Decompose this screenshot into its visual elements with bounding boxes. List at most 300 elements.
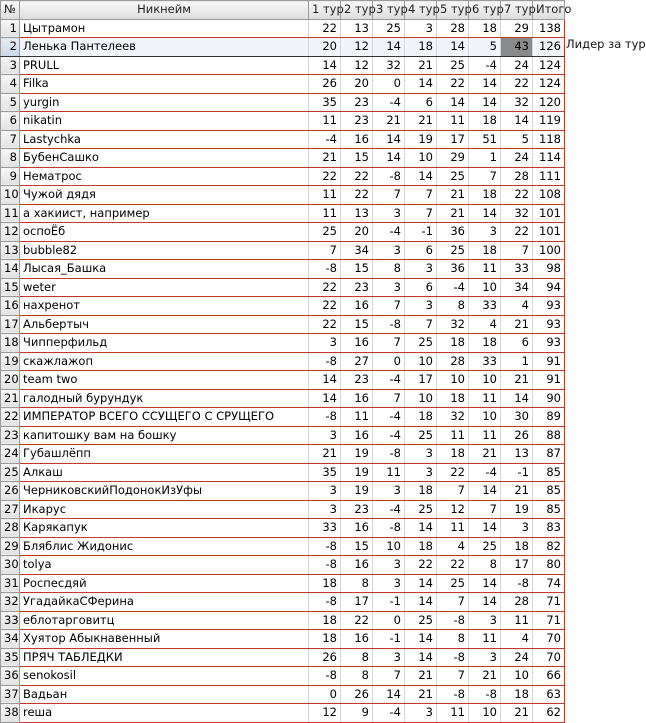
round-4-cell[interactable]: 22	[405, 556, 437, 575]
round-7-cell[interactable]: 21	[501, 315, 533, 334]
nickname-cell[interactable]: bubble82	[20, 241, 309, 260]
round-1-cell[interactable]: 14	[309, 56, 341, 75]
table-row[interactable]	[1, 334, 565, 353]
round-1-cell[interactable]: -8	[309, 408, 341, 427]
round-5-cell[interactable]: 14	[437, 93, 469, 112]
round-6-cell[interactable]: 14	[469, 93, 501, 112]
row-number[interactable]: 10	[1, 186, 20, 205]
row-number[interactable]: 28	[1, 519, 20, 538]
round-4-cell[interactable]: 14	[405, 519, 437, 538]
round-5-cell[interactable]: 8	[437, 630, 469, 649]
table-row[interactable]	[1, 630, 565, 649]
round-1-cell[interactable]: 12	[309, 704, 341, 723]
round-7-cell[interactable]: 33	[501, 260, 533, 279]
round-3-cell[interactable]: -8	[373, 315, 405, 334]
row-number[interactable]: 8	[1, 149, 20, 168]
round-6-cell[interactable]: 14	[469, 574, 501, 593]
round-3-cell[interactable]: 0	[373, 611, 405, 630]
round-4-cell[interactable]: 14	[405, 593, 437, 612]
total-cell[interactable]: 118	[533, 130, 565, 149]
row-number[interactable]: 20	[1, 371, 20, 390]
round-5-cell[interactable]: 32	[437, 408, 469, 427]
round-3-cell[interactable]: -4	[373, 500, 405, 519]
round-5-cell[interactable]: 7	[437, 593, 469, 612]
nickname-cell[interactable]: PRULL	[20, 56, 309, 75]
round-5-cell[interactable]: -8	[437, 685, 469, 704]
round-1-cell[interactable]: 18	[309, 574, 341, 593]
round-6-cell[interactable]: 18	[469, 19, 501, 38]
row-number[interactable]: 13	[1, 241, 20, 260]
row-number[interactable]: 6	[1, 112, 20, 131]
round-3-cell[interactable]: 3	[373, 278, 405, 297]
round-4-cell[interactable]: 3	[405, 297, 437, 316]
round-7-cell[interactable]: 14	[501, 112, 533, 131]
total-cell[interactable]: 98	[533, 260, 565, 279]
round-4-cell[interactable]: 18	[405, 408, 437, 427]
row-number[interactable]: 22	[1, 408, 20, 427]
header-nickname[interactable]: Никнейм	[20, 1, 309, 20]
round-4-cell[interactable]: 6	[405, 93, 437, 112]
round-3-cell[interactable]: 3	[373, 482, 405, 501]
round-2-cell[interactable]: 23	[341, 278, 373, 297]
round-5-cell[interactable]: 25	[437, 241, 469, 260]
total-cell[interactable]: 85	[533, 463, 565, 482]
round-3-cell[interactable]: 25	[373, 19, 405, 38]
round-4-cell[interactable]: 14	[405, 630, 437, 649]
round-7-cell[interactable]: 32	[501, 204, 533, 223]
table-row[interactable]	[1, 667, 565, 686]
table-row[interactable]	[1, 611, 565, 630]
round-1-cell[interactable]: 18	[309, 611, 341, 630]
round-5-cell[interactable]: 32	[437, 315, 469, 334]
round-4-cell[interactable]: 21	[405, 56, 437, 75]
table-row[interactable]	[1, 371, 565, 390]
total-cell[interactable]: 114	[533, 149, 565, 168]
total-cell[interactable]: 93	[533, 334, 565, 353]
round-3-cell[interactable]: 7	[373, 334, 405, 353]
nickname-cell[interactable]: Альбертыч	[20, 315, 309, 334]
round-5-cell[interactable]: 18	[437, 334, 469, 353]
round-3-cell[interactable]: 3	[373, 574, 405, 593]
header-round-3[interactable]: 3 тур	[373, 1, 405, 20]
round-1-cell[interactable]: 35	[309, 93, 341, 112]
round-2-cell[interactable]: 8	[341, 574, 373, 593]
round-4-cell[interactable]: 21	[405, 667, 437, 686]
nickname-cell[interactable]: нахренот	[20, 297, 309, 316]
round-4-cell[interactable]: 3	[405, 704, 437, 723]
round-1-cell[interactable]: -8	[309, 352, 341, 371]
round-5-cell[interactable]: 21	[437, 186, 469, 205]
nickname-cell[interactable]: tolya	[20, 556, 309, 575]
round-7-cell[interactable]: 5	[501, 130, 533, 149]
row-number[interactable]: 18	[1, 334, 20, 353]
round-1-cell[interactable]: 3	[309, 426, 341, 445]
round-5-cell[interactable]: 4	[437, 537, 469, 556]
round-5-cell[interactable]: -8	[437, 648, 469, 667]
round-5-cell[interactable]: 8	[437, 297, 469, 316]
round-7-cell[interactable]: 4	[501, 297, 533, 316]
round-6-cell[interactable]: 7	[469, 500, 501, 519]
round-2-cell[interactable]: 16	[341, 130, 373, 149]
round-5-cell[interactable]: 12	[437, 500, 469, 519]
round-3-cell[interactable]: -8	[373, 445, 405, 464]
table-row[interactable]	[1, 463, 565, 482]
round-7-cell[interactable]: 21	[501, 704, 533, 723]
nickname-cell[interactable]: Чипперфильд	[20, 334, 309, 353]
round-1-cell[interactable]: 22	[309, 19, 341, 38]
round-2-cell[interactable]: 16	[341, 630, 373, 649]
table-row[interactable]	[1, 519, 565, 538]
round-5-cell[interactable]: 17	[437, 130, 469, 149]
row-number[interactable]: 38	[1, 704, 20, 723]
round-3-cell[interactable]: 11	[373, 463, 405, 482]
total-cell[interactable]: 91	[533, 352, 565, 371]
round-2-cell[interactable]: 34	[341, 241, 373, 260]
nickname-cell[interactable]: Бляблис Жидонис	[20, 537, 309, 556]
round-3-cell[interactable]: -4	[373, 93, 405, 112]
table-row[interactable]	[1, 112, 565, 131]
total-cell[interactable]: 93	[533, 297, 565, 316]
round-5-cell[interactable]: 36	[437, 260, 469, 279]
round-1-cell[interactable]: 21	[309, 445, 341, 464]
total-cell[interactable]: 94	[533, 278, 565, 297]
table-row[interactable]	[1, 556, 565, 575]
round-7-cell[interactable]: 1	[501, 352, 533, 371]
round-5-cell[interactable]: 22	[437, 75, 469, 94]
total-cell[interactable]: 93	[533, 315, 565, 334]
nickname-cell[interactable]: ПРЯЧ ТАБЛЕДКИ	[20, 648, 309, 667]
row-number[interactable]: 17	[1, 315, 20, 334]
round-2-cell[interactable]: 16	[341, 334, 373, 353]
round-4-cell[interactable]: 7	[405, 204, 437, 223]
nickname-cell[interactable]: Лысая_Башка	[20, 260, 309, 279]
nickname-cell[interactable]: Чужой дядя	[20, 186, 309, 205]
round-6-cell[interactable]: 11	[469, 389, 501, 408]
round-7-cell[interactable]: 11	[501, 611, 533, 630]
nickname-cell[interactable]: Роспесдяй	[20, 574, 309, 593]
round-3-cell[interactable]: 14	[373, 685, 405, 704]
table-row[interactable]	[1, 445, 565, 464]
round-4-cell[interactable]: 3	[405, 463, 437, 482]
round-3-cell[interactable]: 14	[373, 38, 405, 57]
round-2-cell[interactable]: 15	[341, 537, 373, 556]
total-cell[interactable]: 124	[533, 75, 565, 94]
round-3-cell[interactable]: -1	[373, 630, 405, 649]
round-2-cell[interactable]: 22	[341, 611, 373, 630]
total-cell[interactable]: 111	[533, 167, 565, 186]
round-7-cell[interactable]: 22	[501, 75, 533, 94]
round-7-cell[interactable]: 24	[501, 149, 533, 168]
round-4-cell[interactable]: 6	[405, 241, 437, 260]
total-cell[interactable]: 83	[533, 519, 565, 538]
round-1-cell[interactable]: -4	[309, 130, 341, 149]
header-round-1[interactable]: 1 тур	[309, 1, 341, 20]
total-cell[interactable]: 119	[533, 112, 565, 131]
nickname-cell[interactable]: Ленька Пантелеев	[20, 38, 309, 57]
round-4-cell[interactable]: 21	[405, 112, 437, 131]
round-4-cell[interactable]: 3	[405, 445, 437, 464]
nickname-cell[interactable]: капитошку вам на бошку	[20, 426, 309, 445]
nickname-cell[interactable]: senokosil	[20, 667, 309, 686]
round-5-cell[interactable]: 11	[437, 112, 469, 131]
table-row[interactable]	[1, 19, 565, 38]
row-number[interactable]: 33	[1, 611, 20, 630]
table-row[interactable]	[1, 260, 565, 279]
row-number[interactable]: 25	[1, 463, 20, 482]
round-4-cell[interactable]: 18	[405, 38, 437, 57]
row-number[interactable]: 24	[1, 445, 20, 464]
row-number[interactable]: 23	[1, 426, 20, 445]
round-4-cell[interactable]: 7	[405, 186, 437, 205]
round-3-cell[interactable]: 3	[373, 648, 405, 667]
round-1-cell[interactable]: 33	[309, 519, 341, 538]
round-6-cell[interactable]: 18	[469, 334, 501, 353]
round-2-cell[interactable]: 20	[341, 223, 373, 242]
round-7-cell[interactable]: 24	[501, 648, 533, 667]
round-6-cell[interactable]: 51	[469, 130, 501, 149]
round-4-cell[interactable]: 10	[405, 149, 437, 168]
round-6-cell[interactable]: 33	[469, 297, 501, 316]
round-1-cell[interactable]: 18	[309, 630, 341, 649]
round-6-cell[interactable]: -4	[469, 463, 501, 482]
round-3-cell[interactable]: 3	[373, 241, 405, 260]
round-7-cell[interactable]: 14	[501, 389, 533, 408]
nickname-cell[interactable]: Вадьан	[20, 685, 309, 704]
round-5-cell[interactable]: 18	[437, 445, 469, 464]
total-cell[interactable]: 71	[533, 593, 565, 612]
round-5-cell[interactable]: 14	[437, 38, 469, 57]
nickname-cell[interactable]: Filka	[20, 75, 309, 94]
nickname-cell[interactable]: ИМПЕРАТОР ВСЕГО ССУЩЕГО С СРУЩЕГО	[20, 408, 309, 427]
row-number[interactable]: 35	[1, 648, 20, 667]
round-7-cell[interactable]: 32	[501, 93, 533, 112]
round-7-cell[interactable]: 28	[501, 167, 533, 186]
total-cell[interactable]: 89	[533, 408, 565, 427]
round-2-cell[interactable]: 22	[341, 186, 373, 205]
table-row[interactable]	[1, 648, 565, 667]
round-5-cell[interactable]: -4	[437, 278, 469, 297]
round-5-cell[interactable]: 36	[437, 223, 469, 242]
round-4-cell[interactable]: 14	[405, 574, 437, 593]
round-6-cell[interactable]: 1	[469, 149, 501, 168]
round-7-cell[interactable]: 10	[501, 667, 533, 686]
round-5-cell[interactable]: 21	[437, 204, 469, 223]
round-6-cell[interactable]: 18	[469, 241, 501, 260]
round-6-cell[interactable]: 21	[469, 667, 501, 686]
round-5-cell[interactable]: -8	[437, 611, 469, 630]
table-row[interactable]	[1, 704, 565, 723]
round-4-cell[interactable]: 17	[405, 371, 437, 390]
table-row[interactable]	[1, 278, 565, 297]
round-6-cell[interactable]: -8	[469, 685, 501, 704]
round-1-cell[interactable]: -8	[309, 667, 341, 686]
round-3-cell[interactable]: 32	[373, 56, 405, 75]
round-2-cell[interactable]: 26	[341, 685, 373, 704]
table-row[interactable]	[1, 297, 565, 316]
round-4-cell[interactable]: 7	[405, 315, 437, 334]
table-row[interactable]	[1, 408, 565, 427]
round-1-cell[interactable]: 0	[309, 685, 341, 704]
nickname-cell[interactable]: team two	[20, 371, 309, 390]
round-7-cell[interactable]: 43	[501, 38, 533, 57]
round-7-cell[interactable]: 21	[501, 371, 533, 390]
round-2-cell[interactable]: 11	[341, 408, 373, 427]
round-1-cell[interactable]: 3	[309, 500, 341, 519]
round-6-cell[interactable]: 11	[469, 630, 501, 649]
round-7-cell[interactable]: 3	[501, 519, 533, 538]
round-6-cell[interactable]: 33	[469, 352, 501, 371]
round-2-cell[interactable]: 16	[341, 297, 373, 316]
round-4-cell[interactable]: 6	[405, 278, 437, 297]
round-7-cell[interactable]: 30	[501, 408, 533, 427]
round-3-cell[interactable]: 0	[373, 352, 405, 371]
total-cell[interactable]: 85	[533, 482, 565, 501]
round-4-cell[interactable]: 18	[405, 537, 437, 556]
table-row[interactable]	[1, 75, 565, 94]
nickname-cell[interactable]: nikatin	[20, 112, 309, 131]
nickname-cell[interactable]: УгадайкаСФерина	[20, 593, 309, 612]
round-2-cell[interactable]: 12	[341, 56, 373, 75]
round-5-cell[interactable]: 25	[437, 167, 469, 186]
round-2-cell[interactable]: 19	[341, 482, 373, 501]
round-1-cell[interactable]: 22	[309, 167, 341, 186]
round-6-cell[interactable]: -4	[469, 56, 501, 75]
nickname-cell[interactable]: скажлажоп	[20, 352, 309, 371]
round-1-cell[interactable]: 26	[309, 75, 341, 94]
table-row[interactable]	[1, 426, 565, 445]
round-3-cell[interactable]: -4	[373, 704, 405, 723]
round-2-cell[interactable]: 16	[341, 556, 373, 575]
total-cell[interactable]: 66	[533, 667, 565, 686]
round-6-cell[interactable]: 4	[469, 315, 501, 334]
round-1-cell[interactable]: 22	[309, 278, 341, 297]
round-2-cell[interactable]: 13	[341, 19, 373, 38]
round-4-cell[interactable]: 25	[405, 500, 437, 519]
row-number[interactable]: 30	[1, 556, 20, 575]
row-number[interactable]: 34	[1, 630, 20, 649]
round-6-cell[interactable]: 3	[469, 648, 501, 667]
round-3-cell[interactable]: -4	[373, 223, 405, 242]
round-6-cell[interactable]: 5	[469, 38, 501, 57]
round-5-cell[interactable]: 18	[437, 389, 469, 408]
round-6-cell[interactable]: 11	[469, 260, 501, 279]
round-6-cell[interactable]: 14	[469, 593, 501, 612]
nickname-cell[interactable]: Карякапук	[20, 519, 309, 538]
header-round-5[interactable]: 5 тур	[437, 1, 469, 20]
table-row[interactable]	[1, 38, 565, 57]
header-round-2[interactable]: 2 тур	[341, 1, 373, 20]
round-1-cell[interactable]: 3	[309, 482, 341, 501]
total-cell[interactable]: 138	[533, 19, 565, 38]
round-7-cell[interactable]: 17	[501, 556, 533, 575]
nickname-cell[interactable]: weter	[20, 278, 309, 297]
round-3-cell[interactable]: 7	[373, 186, 405, 205]
total-cell[interactable]: 100	[533, 241, 565, 260]
total-cell[interactable]: 88	[533, 426, 565, 445]
round-5-cell[interactable]: 11	[437, 519, 469, 538]
round-3-cell[interactable]: -4	[373, 426, 405, 445]
row-number[interactable]: 7	[1, 130, 20, 149]
round-5-cell[interactable]: 25	[437, 56, 469, 75]
round-4-cell[interactable]: 3	[405, 19, 437, 38]
round-6-cell[interactable]: 18	[469, 186, 501, 205]
round-5-cell[interactable]: 22	[437, 463, 469, 482]
round-7-cell[interactable]: 34	[501, 278, 533, 297]
round-7-cell[interactable]: 7	[501, 241, 533, 260]
round-6-cell[interactable]: 11	[469, 426, 501, 445]
round-5-cell[interactable]: 25	[437, 574, 469, 593]
round-7-cell[interactable]: 22	[501, 186, 533, 205]
table-row[interactable]	[1, 149, 565, 168]
round-3-cell[interactable]: -1	[373, 593, 405, 612]
table-row[interactable]	[1, 204, 565, 223]
round-4-cell[interactable]: -1	[405, 223, 437, 242]
row-number[interactable]: 15	[1, 278, 20, 297]
table-row[interactable]	[1, 241, 565, 260]
round-4-cell[interactable]: 10	[405, 352, 437, 371]
table-row[interactable]	[1, 574, 565, 593]
total-cell[interactable]: 62	[533, 704, 565, 723]
round-2-cell[interactable]: 20	[341, 75, 373, 94]
total-cell[interactable]: 80	[533, 556, 565, 575]
row-number[interactable]: 27	[1, 500, 20, 519]
round-6-cell[interactable]: 10	[469, 704, 501, 723]
nickname-cell[interactable]: Алкаш	[20, 463, 309, 482]
round-4-cell[interactable]: 18	[405, 482, 437, 501]
nickname-cell[interactable]: а хакиист, например	[20, 204, 309, 223]
total-cell[interactable]: 120	[533, 93, 565, 112]
round-4-cell[interactable]: 25	[405, 611, 437, 630]
round-6-cell[interactable]: 18	[469, 112, 501, 131]
round-2-cell[interactable]: 19	[341, 463, 373, 482]
round-1-cell[interactable]: 22	[309, 297, 341, 316]
nickname-cell[interactable]: БубенСашко	[20, 149, 309, 168]
round-3-cell[interactable]: -8	[373, 167, 405, 186]
round-7-cell[interactable]: 13	[501, 445, 533, 464]
nickname-cell[interactable]: Икарус	[20, 500, 309, 519]
round-7-cell[interactable]: 18	[501, 537, 533, 556]
round-3-cell[interactable]: 10	[373, 537, 405, 556]
round-5-cell[interactable]: 7	[437, 667, 469, 686]
nickname-cell[interactable]: yurgin	[20, 93, 309, 112]
round-6-cell[interactable]: 7	[469, 167, 501, 186]
table-row[interactable]	[1, 482, 565, 501]
round-4-cell[interactable]: 14	[405, 648, 437, 667]
total-cell[interactable]: 74	[533, 574, 565, 593]
row-number[interactable]: 3	[1, 56, 20, 75]
row-number[interactable]: 26	[1, 482, 20, 501]
round-7-cell[interactable]: 19	[501, 500, 533, 519]
round-7-cell[interactable]: 26	[501, 426, 533, 445]
table-row[interactable]	[1, 223, 565, 242]
round-6-cell[interactable]: 10	[469, 371, 501, 390]
round-2-cell[interactable]: 15	[341, 260, 373, 279]
round-1-cell[interactable]: -8	[309, 556, 341, 575]
nickname-cell[interactable]: Губашлёпп	[20, 445, 309, 464]
round-2-cell[interactable]: 16	[341, 389, 373, 408]
header-round-4[interactable]: 4 тур	[405, 1, 437, 20]
round-3-cell[interactable]: -4	[373, 408, 405, 427]
row-number[interactable]: 2	[1, 38, 20, 57]
total-cell[interactable]: 70	[533, 630, 565, 649]
round-2-cell[interactable]: 12	[341, 38, 373, 57]
table-row[interactable]	[1, 130, 565, 149]
round-3-cell[interactable]: 3	[373, 556, 405, 575]
round-4-cell[interactable]: 25	[405, 334, 437, 353]
round-1-cell[interactable]: 7	[309, 241, 341, 260]
row-number[interactable]: 21	[1, 389, 20, 408]
round-2-cell[interactable]: 16	[341, 519, 373, 538]
